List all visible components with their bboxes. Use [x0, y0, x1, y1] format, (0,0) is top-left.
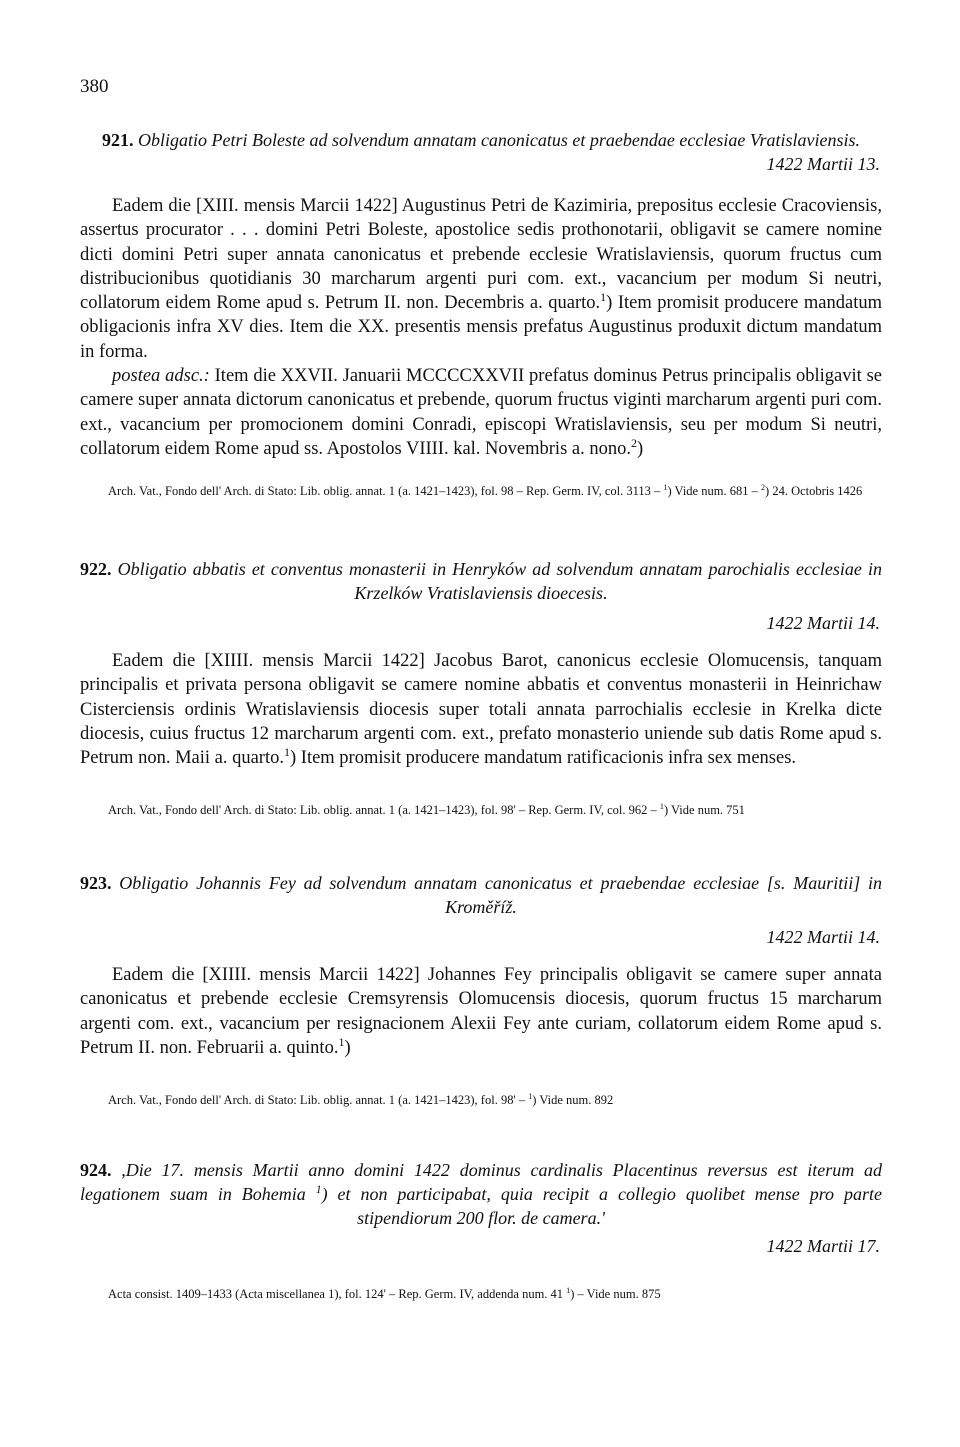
entry-title: Obligatio Petri Boleste ad solvendum annatam canonicatus et praebendae ecclesiae Vratislaviensis.: [137, 130, 861, 150]
footnote-ref: 1: [659, 802, 664, 812]
source-citation: [80, 800, 882, 820]
citation-text: ) Vide num. 892: [532, 1093, 614, 1108]
citation-text: Acta consist. 1409–1433 (Acta miscellanea 1), fol. 124' – Rep. Germ. IV, addenda num. 41: [108, 1287, 567, 1301]
entry-number: 921.: [101, 130, 134, 150]
entry-body: [80, 649, 882, 770]
entry-body: [80, 194, 882, 461]
entry-heading: [80, 128, 882, 152]
body-text: Item die XXVII. Januarii MCCCCXXVII prefatus dominus Petrus principalis obligavit se camere super annata dictorum canonicatus et prebende, quorum fructus viginti marcharum argenti puri com. ext., vacancium per promocionem domini Conradi, episcopi Wratislaviensis, seu per modum Si neutri, collatorum eidem Rome apud ss. Apostolos VIIII. kal. Novembris a. nono.: [80, 366, 883, 459]
adsc-label: postea adsc.:: [112, 366, 210, 387]
citation-text: Arch. Vat., Fondo dell' Arch. di Stato: Lib. oblig. annat. 1 (a. 1421–1423), fol. 98' – Rep. Germ. IV, col. 962 –: [108, 803, 660, 818]
body-text: ) Item promisit producere mandatum ratificacionis infra sex menses.: [290, 748, 797, 769]
source-citation: [80, 1090, 882, 1110]
entry-922: [80, 557, 882, 820]
citation-text: ) 24. Octobris 1426: [765, 484, 863, 499]
entry-date: 1422 Martii 13.: [766, 154, 880, 174]
body-text: ): [344, 1037, 351, 1058]
body-paragraph: [80, 194, 882, 364]
entry-heading: [80, 871, 882, 919]
entry-number: 924.: [80, 1160, 112, 1180]
body-text: Eadem die [XIIII. mensis Marcii 1422] Johannes Fey principalis obligavit se camere super annata canonicatus et prebende ecclesie Cremsyrensis Olomucensis diocesis, quorum fructus 15 marcharum argenti com. ext., vacancium per resignacionem Alexii Fey ante curiam, collatorum eidem Rome apud s. Petrum II. non. Februarii a. quinto.: [80, 965, 882, 1058]
body-paragraph: [80, 963, 882, 1060]
entry-921: [80, 128, 882, 501]
entry-number: 923.: [80, 873, 112, 893]
entry-heading: [80, 1158, 882, 1230]
entry-heading: [80, 557, 882, 605]
title-text: ) et non participabat, quia recipit a collegio quolibet mense pro parte stipendiorum 200 flor. de camera.': [321, 1184, 882, 1228]
entry-date: 1422 Martii 14.: [766, 927, 880, 947]
body-text: Eadem die [XIII. mensis Marcii 1422] Augustinus Petri de Kazimiria, prepositus ecclesie Cracoviensis, assertus procurator . . . domini Petri Boleste, apostolice sedis prothonotarii, obligavit se camere nomine dicti domini Petri super annata canonicatus et prebende ecclesie Wratislaviensis, quorum fructus cum distribucionibus quotidianis 30 marcharum argenti puri com. ext., vacancium per modum Si neutri, collatorum eidem Rome apud s. Petrum II. non. Decembris a. quarto.: [80, 196, 882, 314]
footnote-ref: 1: [315, 1183, 322, 1196]
footnote-ref: 1: [663, 483, 668, 493]
body-text: ): [637, 438, 644, 459]
body-paragraph: [80, 364, 882, 461]
entry-body: [80, 963, 882, 1060]
entry-title: [80, 1160, 882, 1228]
footnote-ref: 1: [566, 1285, 571, 1295]
citation-text: Arch. Vat., Fondo dell' Arch. di Stato: Lib. oblig. annat. 1 (a. 1421–1423), fol. 98 – Rep. Germ. IV, col. 3113 –: [108, 484, 664, 499]
body-text: ) Item promisit producere mandatum obligacionis infra XV dies. Item die XX. presentis mensis prefatus Augustinus produxit dictum mandatum in forma.: [80, 293, 882, 362]
footnote-ref: 1: [600, 290, 607, 305]
citation-text: Arch. Vat., Fondo dell' Arch. di Stato: Lib. oblig. annat. 1 (a. 1421–1423), fol. 98' –: [108, 1093, 529, 1108]
citation-text: ) Vide num. 751: [663, 803, 745, 818]
footnote-ref: 1: [338, 1034, 345, 1049]
footnote-ref: 2: [630, 435, 637, 450]
footnote-ref: 1: [528, 1092, 533, 1102]
entry-number: 922.: [80, 559, 112, 579]
body-text: Eadem die [XIIII. mensis Marcii 1422] Jacobus Barot, canonicus ecclesie Olomucensis, tanquam principalis et privata persona obligavit se camere nomine abbatis et conventus monasterii in Heinrichaw Cisterciensis ordinis Wratislaviensis diocesis super totali annata parrochialis ecclesie in Krelka dicte diocesis, cuius fructus 12 marcharum argenti com. ext., prefato monasterio uniende sub datis Rome apud s. Petrum non. Maii a. quarto.: [80, 651, 882, 769]
citation-text: ) Vide num. 681 –: [667, 484, 761, 499]
title-text: ,Die 17. mensis Martii anno domini 1422 dominus cardinalis Placentinus reversus est iterum ad legationem suam in Bohemia: [80, 1160, 883, 1204]
footnote-ref: 1: [283, 745, 290, 760]
entry-date: 1422 Martii 17.: [766, 1236, 880, 1256]
page-number: 380: [80, 76, 109, 97]
entry-923: [80, 871, 882, 1110]
source-citation: [80, 481, 882, 501]
body-paragraph: [80, 649, 882, 770]
footnote-ref: 2: [760, 483, 766, 493]
entry-title: Obligatio abbatis et conventus monasterii in Henryków ad solvendum annatam parochialis ecclesiae in Krzelków Vratislaviensis dioecesis.: [117, 559, 883, 603]
entry-title: Obligatio Johannis Fey ad solvendum annatam canonicatus et praebendae ecclesiae [s. Mauritii] in Kroměříž.: [119, 873, 883, 917]
entry-date: 1422 Martii 14.: [766, 613, 880, 633]
entry-924: [80, 1158, 882, 1304]
citation-text: ) – Vide num. 875: [570, 1287, 661, 1301]
source-citation: [80, 1284, 882, 1304]
